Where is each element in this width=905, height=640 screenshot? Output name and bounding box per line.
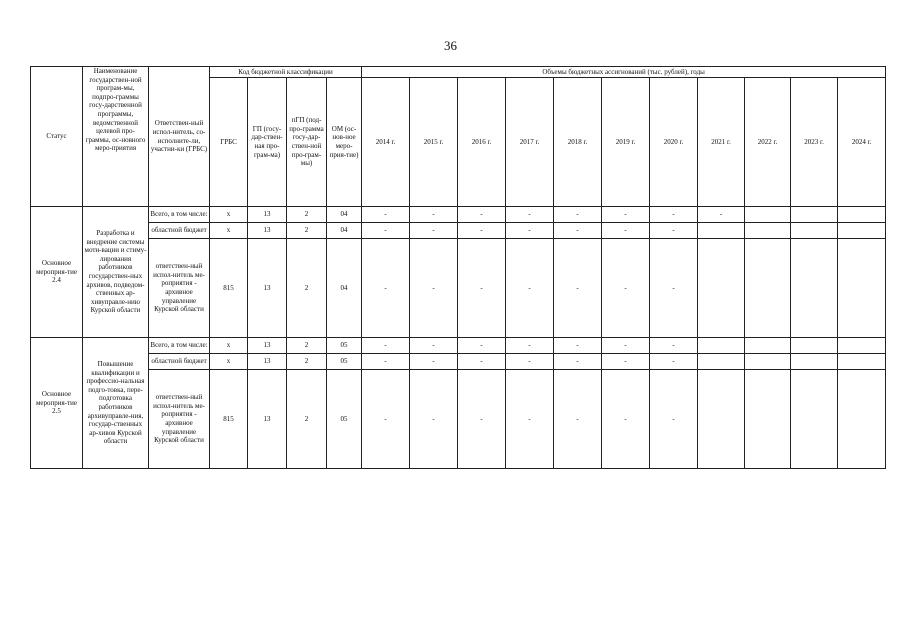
table-row xyxy=(31,354,886,370)
row-status: Основное мероприя-тие 2.4 xyxy=(31,207,83,338)
cell-gp: 13 xyxy=(248,338,287,354)
table-row xyxy=(31,338,886,354)
cell-pgp: 2 xyxy=(287,207,327,223)
cell-amount xyxy=(791,354,838,370)
cell-amount xyxy=(745,370,791,469)
header-year: 2022 г. xyxy=(745,78,791,207)
cell-amount: - xyxy=(554,223,602,239)
cell-grbs: 815 xyxy=(210,370,248,469)
cell-amount xyxy=(791,338,838,354)
cell-amount xyxy=(838,354,886,370)
cell-amount: - xyxy=(554,239,602,338)
cell-amount: - xyxy=(362,370,410,469)
header-year: 2015 г. xyxy=(410,78,458,207)
cell-amount xyxy=(698,223,745,239)
cell-grbs: x xyxy=(210,354,248,370)
cell-amount: - xyxy=(650,354,698,370)
cell-amount xyxy=(698,354,745,370)
cell-amount xyxy=(745,338,791,354)
cell-amount: - xyxy=(554,354,602,370)
header-kbk-group: Код бюджетной классификации xyxy=(210,67,362,78)
cell-amount: - xyxy=(410,223,458,239)
header-year: 2020 г. xyxy=(650,78,698,207)
cell-om: 04 xyxy=(327,223,362,239)
header-kbk-grbs: ГРБС xyxy=(210,78,248,207)
cell-amount: - xyxy=(602,338,650,354)
cell-gp: 13 xyxy=(248,207,287,223)
cell-amount: - xyxy=(410,370,458,469)
cell-amount: - xyxy=(458,207,506,223)
cell-amount xyxy=(838,370,886,469)
cell-amount: - xyxy=(362,207,410,223)
cell-om: 05 xyxy=(327,370,362,469)
row-executor: Всего, в том числе: xyxy=(149,338,210,354)
cell-amount xyxy=(745,239,791,338)
cell-amount: - xyxy=(506,338,554,354)
cell-amount: - xyxy=(362,354,410,370)
cell-amount: - xyxy=(554,207,602,223)
cell-amount: - xyxy=(410,239,458,338)
cell-gp: 13 xyxy=(248,354,287,370)
cell-amount xyxy=(838,239,886,338)
cell-amount: - xyxy=(410,338,458,354)
header-year: 2014 г. xyxy=(362,78,410,207)
cell-amount: - xyxy=(458,239,506,338)
cell-amount: - xyxy=(602,207,650,223)
cell-amount: - xyxy=(506,354,554,370)
row-measure-name: Разработка и внедрение системы моти-вации и стиму-лирования работников государствен-ных архивов, подведом-ственных ар-хивуправле-нию Курской области xyxy=(83,207,149,338)
cell-amount xyxy=(791,223,838,239)
cell-amount: - xyxy=(410,354,458,370)
row-executor: областной бюджет xyxy=(149,223,210,239)
cell-amount: - xyxy=(506,239,554,338)
cell-om: 04 xyxy=(327,207,362,223)
row-executor: ответствен-ный испол-нитель ме-роприятия - архивное управление Курской области xyxy=(149,370,210,469)
cell-amount xyxy=(838,207,886,223)
cell-pgp: 2 xyxy=(287,370,327,469)
row-executor: Всего, в том числе: xyxy=(149,207,210,223)
cell-amount: - xyxy=(458,370,506,469)
cell-amount: - xyxy=(650,239,698,338)
header-kbk-om: ОМ (ос-нов-ное меро-прия-тие) xyxy=(327,78,362,207)
cell-grbs: x xyxy=(210,223,248,239)
cell-pgp: 2 xyxy=(287,239,327,338)
row-executor: ответствен-ный испол-нитель ме-роприятия - архивное управление Курской области xyxy=(149,239,210,338)
cell-amount xyxy=(745,354,791,370)
cell-amount xyxy=(745,207,791,223)
cell-amount: - xyxy=(506,207,554,223)
header-kbk-pgp: пГП (под-про-грамма госу-дар-ствен-ной про-грам-мы) xyxy=(287,78,327,207)
header-year: 2018 г. xyxy=(554,78,602,207)
header-year: 2021 г. xyxy=(698,78,745,207)
cell-grbs: 815 xyxy=(210,239,248,338)
table-row xyxy=(31,370,886,469)
header-year: 2023 г. xyxy=(791,78,838,207)
cell-amount xyxy=(791,370,838,469)
cell-amount: - xyxy=(410,207,458,223)
cell-amount xyxy=(791,207,838,223)
cell-amount: - xyxy=(506,370,554,469)
header-amounts-group: Объемы бюджетных ассигнований (тыс. рублей), годы xyxy=(362,67,886,78)
cell-amount xyxy=(745,223,791,239)
cell-amount xyxy=(838,223,886,239)
row-measure-name: Повышение квалификации и профессио-нальная подго-товка, пере-подготовка работников архивуправле-ния, государ-ственных ар-хивов Курской области xyxy=(83,338,149,469)
cell-om: 05 xyxy=(327,338,362,354)
cell-amount: - xyxy=(458,338,506,354)
cell-amount: - xyxy=(554,338,602,354)
row-executor: областной бюджет xyxy=(149,354,210,370)
cell-amount: - xyxy=(698,207,745,223)
cell-om: 04 xyxy=(327,239,362,338)
header-name: Наименование государствен-ной програм-мы, подпро-граммы госу-дарственной программы, ведомственной целевой про-граммы, ос-новного меро-приятия xyxy=(83,67,149,207)
header-year: 2024 г. xyxy=(838,78,886,207)
cell-gp: 13 xyxy=(248,223,287,239)
cell-amount: - xyxy=(650,370,698,469)
cell-pgp: 2 xyxy=(287,223,327,239)
cell-om: 05 xyxy=(327,354,362,370)
cell-amount: - xyxy=(458,354,506,370)
cell-amount: - xyxy=(602,354,650,370)
cell-amount: - xyxy=(458,223,506,239)
page-number: 36 xyxy=(444,38,457,53)
cell-amount xyxy=(698,239,745,338)
cell-pgp: 2 xyxy=(287,354,327,370)
cell-amount: - xyxy=(362,239,410,338)
cell-amount: - xyxy=(650,223,698,239)
header-kbk-gp: ГП (госу-дар-ствен-ная про-грам-ма) xyxy=(248,78,287,207)
cell-gp: 13 xyxy=(248,370,287,469)
cell-amount: - xyxy=(602,223,650,239)
cell-amount: - xyxy=(602,239,650,338)
header-status: Статус xyxy=(31,67,83,207)
cell-amount: - xyxy=(362,338,410,354)
header-executor: Ответствен-ный испол-нитель, со-исполните-ли, участни-ки (ГРБС) xyxy=(149,67,210,207)
cell-grbs: x xyxy=(210,338,248,354)
cell-amount: - xyxy=(506,223,554,239)
cell-amount: - xyxy=(602,370,650,469)
header-year: 2016 г. xyxy=(458,78,506,207)
cell-gp: 13 xyxy=(248,239,287,338)
cell-amount xyxy=(698,338,745,354)
cell-grbs: x xyxy=(210,207,248,223)
cell-amount: - xyxy=(650,338,698,354)
cell-amount xyxy=(698,370,745,469)
cell-amount xyxy=(838,338,886,354)
cell-amount: - xyxy=(362,223,410,239)
cell-pgp: 2 xyxy=(287,338,327,354)
cell-amount: - xyxy=(650,207,698,223)
cell-amount xyxy=(791,239,838,338)
table-row xyxy=(31,239,886,338)
header-year: 2019 г. xyxy=(602,78,650,207)
header-year: 2017 г. xyxy=(506,78,554,207)
table-row xyxy=(31,207,886,223)
budget-table xyxy=(30,66,886,469)
table-row xyxy=(31,223,886,239)
row-status: Основное мероприя-тие 2.5 xyxy=(31,338,83,469)
cell-amount: - xyxy=(554,370,602,469)
